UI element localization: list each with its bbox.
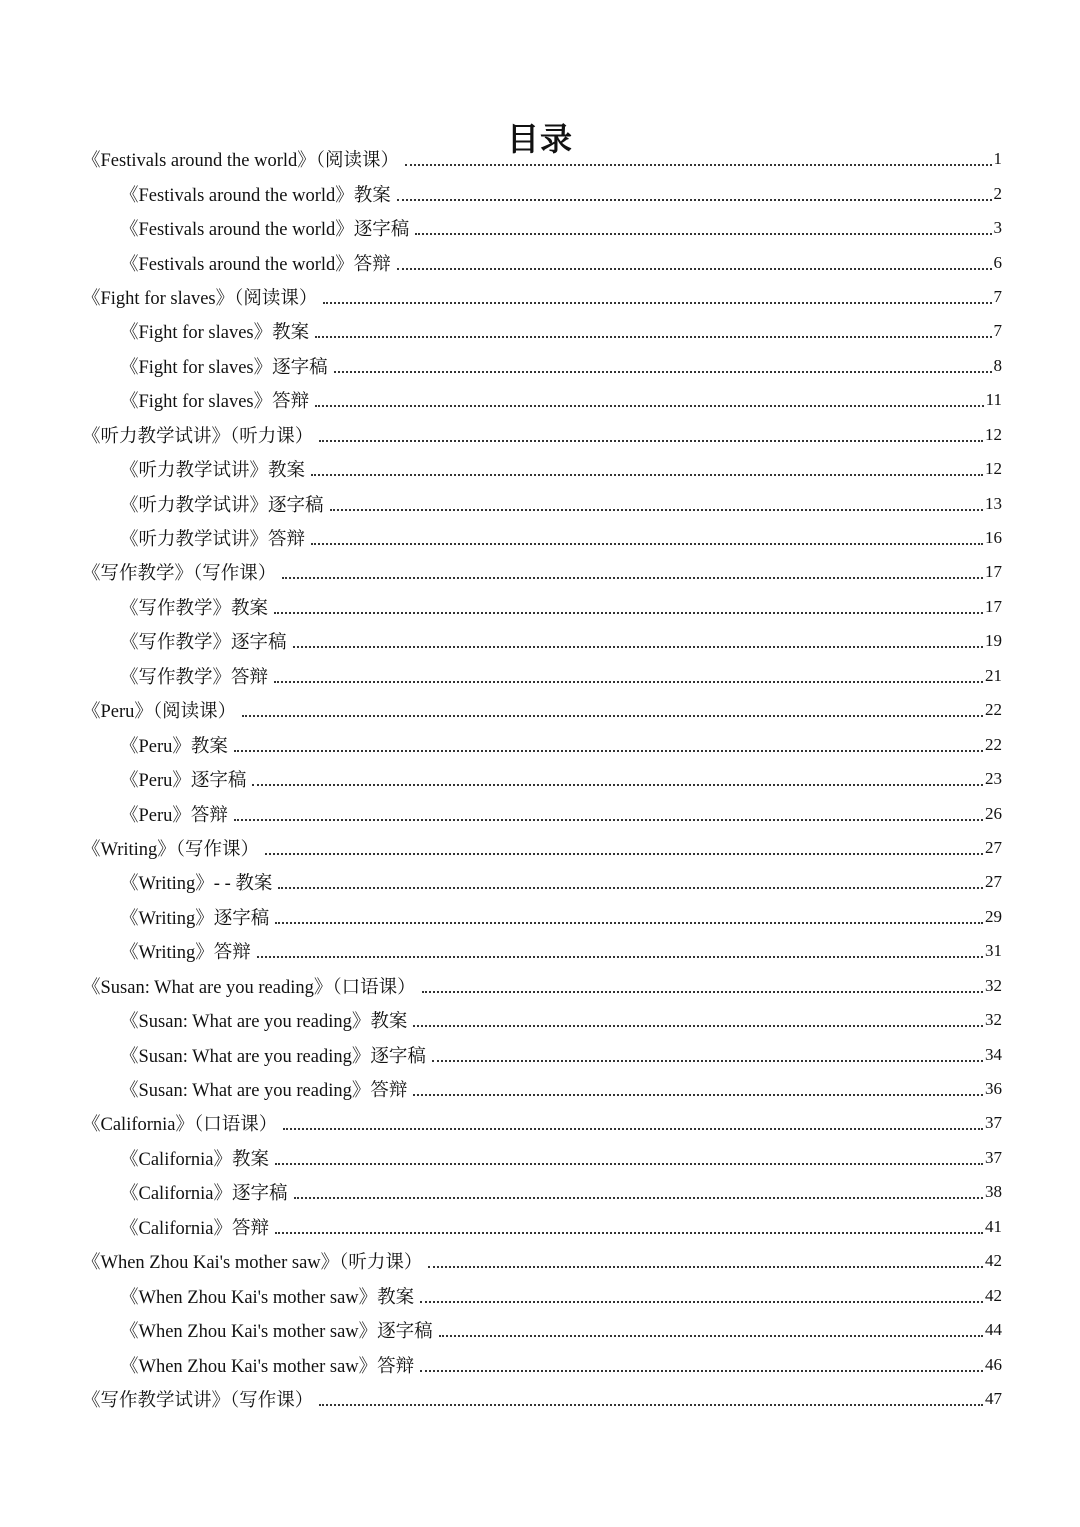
dot-leader [283,1113,983,1133]
toc-page-number: 17 [985,596,1002,616]
dot-leader [311,459,983,479]
dot-leader [275,1217,983,1237]
toc-page-number: 13 [985,493,1002,513]
toc-subentry[interactable] [82,1347,1002,1381]
toc-entry-title: 《Festivals around the world》教案 [120,185,391,206]
toc-entry-title: 《Writing》答辩 [120,943,251,964]
toc-page-number: 12 [985,459,1002,479]
toc-entry-title: 《When Zhou Kai's mother saw》答辩 [120,1356,415,1377]
toc-chapter-entry[interactable] [82,1106,1002,1140]
toc-page-number: 38 [985,1182,1002,1202]
toc-entry-title: 《听力教学试讲》教案 [120,461,306,482]
toc-subentry[interactable] [82,314,1002,348]
toc-chapter-entry[interactable] [82,555,1002,589]
toc-entry-title: 《Fight for slaves》教案 [120,323,310,344]
dot-leader [275,907,983,927]
toc-page-number: 36 [985,1079,1002,1099]
toc-page-number: 12 [985,424,1002,444]
toc-entry-title: 《写作教学试讲》（写作课） [82,1390,314,1411]
toc-chapter-entry[interactable] [82,280,1002,314]
toc-page-number: 32 [985,975,1002,995]
dot-leader [415,218,991,238]
toc-chapter-entry[interactable] [82,1244,1002,1278]
toc-subentry[interactable] [82,1003,1002,1037]
toc-entry-title: 《Festivals around the world》逐字稿 [120,220,410,241]
dot-leader [432,1045,983,1065]
dot-leader [334,356,992,376]
toc-subentry[interactable] [82,486,1002,520]
dot-leader [319,1389,983,1409]
toc-subentry[interactable] [82,796,1002,830]
dot-leader [319,425,983,445]
toc-subentry[interactable] [82,1313,1002,1347]
toc-subentry[interactable] [82,211,1002,245]
toc-entry-title: 《California》逐字稿 [120,1184,288,1205]
toc-entry-title: 《Peru》逐字稿 [120,771,247,792]
toc-page-number: 46 [985,1354,1002,1374]
toc-page-number: 29 [985,906,1002,926]
toc-subentry[interactable] [82,1141,1002,1175]
toc-chapter-entry[interactable] [82,969,1002,1003]
toc-entry-title: 《Susan: What are you reading》教案 [120,1012,408,1033]
toc-subentry[interactable] [82,590,1002,624]
toc-entry-title: 《Festivals around the world》（阅读课） [82,151,400,172]
toc-subentry[interactable] [82,900,1002,934]
dot-leader [413,1010,983,1030]
toc-entry-title: 《听力教学试讲》逐字稿 [120,495,324,516]
toc-entry-title: 《Susan: What are you reading》（口语课） [82,977,416,998]
toc-entry-title: 《Fight for slaves》逐字稿 [120,357,328,378]
toc-page-number: 27 [985,872,1002,892]
toc-page-number: 41 [985,1216,1002,1236]
toc-entry-title: 《Fight for slaves》（阅读课） [82,288,318,309]
toc-entry-title: 《Susan: What are you reading》答辩 [120,1081,408,1102]
dot-leader [397,253,992,273]
toc-entry-title: 《California》（口语课） [82,1115,278,1136]
toc-entry-title: 《写作教学》教案 [120,598,269,619]
toc-page-number: 21 [985,665,1002,685]
toc-subentry[interactable] [82,521,1002,555]
toc-page-number: 31 [985,941,1002,961]
dot-leader [257,941,983,961]
toc-page-number: 44 [985,1320,1002,1340]
dot-leader [330,494,983,514]
toc-page-number: 22 [985,700,1002,720]
dot-leader [275,1148,983,1168]
toc-subentry[interactable] [82,245,1002,279]
toc-page-number: 22 [985,734,1002,754]
toc-page-number: 47 [985,1388,1002,1408]
toc-entry-title: 《Writing》（写作课） [82,839,260,860]
toc-entry-title: 《When Zhou Kai's mother saw》逐字稿 [120,1322,433,1343]
toc-chapter-entry[interactable] [82,142,1002,176]
toc-entry-title: 《When Zhou Kai's mother saw》教案 [120,1287,415,1308]
dot-leader [274,597,983,617]
toc-page-number: 7 [993,286,1002,306]
dot-leader [278,872,983,892]
toc-subentry[interactable] [82,659,1002,693]
toc-page-number: 6 [993,252,1002,272]
dot-leader [234,735,983,755]
toc-page-number: 8 [993,355,1002,375]
dot-leader [311,528,983,548]
toc-subentry[interactable] [82,762,1002,796]
dot-leader [439,1320,983,1340]
toc-subentry[interactable] [82,1175,1002,1209]
toc-entry-title: 《Peru》教案 [120,736,228,757]
toc-entry-title: 《写作教学》答辩 [120,667,269,688]
toc-page-number: 17 [985,562,1002,582]
toc-chapter-entry[interactable] [82,418,1002,452]
dot-leader [420,1355,983,1375]
dot-leader [234,804,983,824]
toc-subentry[interactable] [82,349,1002,383]
toc-chapter-entry[interactable] [82,693,1002,727]
dot-leader [282,562,983,582]
toc-entry-title: 《Fight for slaves》答辩 [120,392,310,413]
dot-leader [420,1286,983,1306]
toc-subentry[interactable] [82,1072,1002,1106]
toc-page-number: 3 [993,218,1002,238]
dot-leader [242,700,983,720]
toc-page-number: 32 [985,1010,1002,1030]
toc-page-number: 27 [985,837,1002,857]
dot-leader [428,1251,983,1271]
toc-subentry[interactable] [82,176,1002,210]
table-of-contents [82,142,1002,1416]
toc-entry-title: 《Peru》（阅读课） [82,702,237,723]
page-title: 目录 [506,120,573,159]
toc-page-number: 42 [985,1285,1002,1305]
toc-page-number: 16 [985,528,1002,548]
dot-leader [323,287,991,307]
toc-page-number: 19 [985,631,1002,651]
dot-leader [413,1079,983,1099]
toc-subentry[interactable] [82,1278,1002,1312]
toc-entry-title: 《听力教学试讲》答辩 [120,530,306,551]
dot-leader [397,184,992,204]
toc-page-number: 37 [985,1147,1002,1167]
toc-entry-title: 《California》答辩 [120,1218,270,1239]
toc-subentry[interactable] [82,934,1002,968]
toc-page-number: 2 [993,183,1002,203]
toc-page-number: 42 [985,1251,1002,1271]
toc-page-number: 23 [985,769,1002,789]
toc-entry-title: 《写作教学》（写作课） [82,564,277,585]
toc-subentry[interactable] [82,624,1002,658]
dot-leader [315,390,984,410]
toc-subentry[interactable] [82,452,1002,486]
dot-leader [315,321,991,341]
dot-leader [293,631,983,651]
toc-entry-title: 《Festivals around the world》答辩 [120,254,391,275]
toc-page-number: 1 [993,149,1002,169]
dot-leader [422,976,983,996]
dot-leader [274,666,983,686]
toc-chapter-entry[interactable] [82,831,1002,865]
toc-entry-title: 《Peru》答辩 [120,805,228,826]
toc-subentry[interactable] [82,1037,1002,1071]
dot-leader [405,149,991,169]
toc-entry-title: 《Writing》逐字稿 [120,908,270,929]
toc-entry-title: 《听力教学试讲》（听力课） [82,426,314,447]
toc-page-number: 34 [985,1044,1002,1064]
toc-subentry[interactable] [82,727,1002,761]
dot-leader [265,838,983,858]
toc-page-number: 37 [985,1113,1002,1133]
toc-page-number: 11 [985,390,1002,410]
toc-entry-title: 《Susan: What are you reading》逐字稿 [120,1046,426,1067]
toc-entry-title: 《When Zhou Kai's mother saw》（听力课） [82,1253,423,1274]
toc-entry-title: 《California》教案 [120,1149,270,1170]
toc-entry-title: 《写作教学》逐字稿 [120,633,287,654]
toc-subentry[interactable] [82,1210,1002,1244]
toc-page-number: 26 [985,803,1002,823]
toc-subentry[interactable] [82,865,1002,899]
toc-entry-title: 《Writing》- - 教案 [120,874,273,895]
dot-leader [252,769,983,789]
toc-subentry[interactable] [82,383,1002,417]
toc-chapter-entry[interactable] [82,1382,1002,1416]
toc-page-number: 7 [993,321,1002,341]
dot-leader [294,1182,983,1202]
